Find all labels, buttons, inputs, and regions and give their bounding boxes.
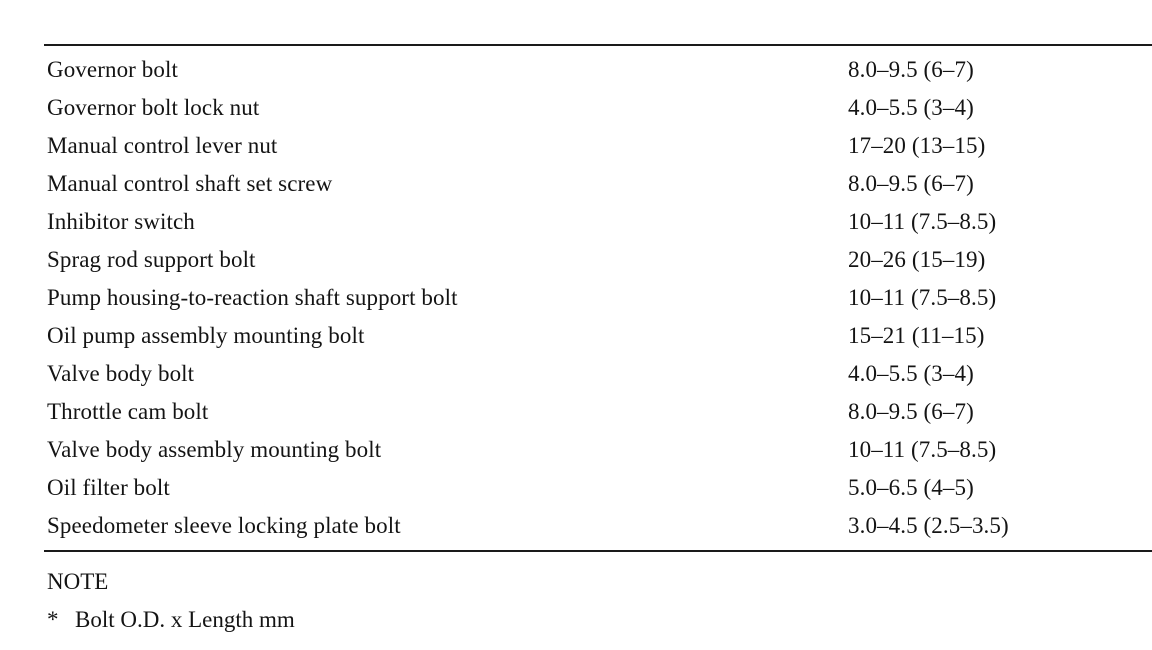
torque-value: 17–20 (13–15) (848, 133, 986, 158)
note-line (47, 601, 295, 639)
component-name: Sprag rod support bolt (47, 247, 256, 272)
component-name: Manual control shaft set screw (47, 171, 333, 196)
table-row (47, 165, 1147, 203)
torque-value: 8.0–9.5 (6–7) (848, 399, 974, 424)
component-name: Governor bolt (47, 57, 178, 82)
table-row (47, 203, 1147, 241)
component-name: Speedometer sleeve locking plate bolt (47, 513, 401, 538)
table-row (47, 393, 1147, 431)
torque-value: 4.0–5.5 (3–4) (848, 361, 974, 386)
component-name: Oil filter bolt (47, 475, 170, 500)
table-row (47, 355, 1147, 393)
component-name: Valve body bolt (47, 361, 195, 386)
note-text: Bolt O.D. x Length mm (75, 607, 295, 632)
table-row (47, 469, 1147, 507)
torque-spec-table (47, 51, 1147, 545)
note-asterisk: * (47, 607, 59, 632)
component-name: Oil pump assembly mounting bolt (47, 323, 365, 348)
table-row (47, 507, 1147, 545)
table-top-rule (44, 44, 1152, 46)
torque-value: 5.0–6.5 (4–5) (848, 475, 974, 500)
component-name: Manual control lever nut (47, 133, 278, 158)
component-name: Inhibitor switch (47, 209, 195, 234)
table-row (47, 89, 1147, 127)
table-row (47, 127, 1147, 165)
note-heading: NOTE (47, 569, 109, 594)
torque-value: 3.0–4.5 (2.5–3.5) (848, 513, 1009, 538)
torque-value: 10–11 (7.5–8.5) (848, 285, 997, 310)
table-row (47, 317, 1147, 355)
component-name: Pump housing-to-reaction shaft support bolt (47, 285, 458, 310)
table-row (47, 51, 1147, 89)
torque-value: 8.0–9.5 (6–7) (848, 57, 974, 82)
component-name: Throttle cam bolt (47, 399, 209, 424)
table-row (47, 431, 1147, 469)
torque-value: 10–11 (7.5–8.5) (848, 437, 997, 462)
table-row (47, 241, 1147, 279)
torque-value: 15–21 (11–15) (848, 323, 985, 348)
component-name: Governor bolt lock nut (47, 95, 260, 120)
torque-value: 10–11 (7.5–8.5) (848, 209, 997, 234)
component-name: Valve body assembly mounting bolt (47, 437, 382, 462)
torque-value: 20–26 (15–19) (848, 247, 986, 272)
torque-value: 4.0–5.5 (3–4) (848, 95, 974, 120)
table-row (47, 279, 1147, 317)
table-bottom-rule (44, 550, 1152, 552)
torque-value: 8.0–9.5 (6–7) (848, 171, 974, 196)
